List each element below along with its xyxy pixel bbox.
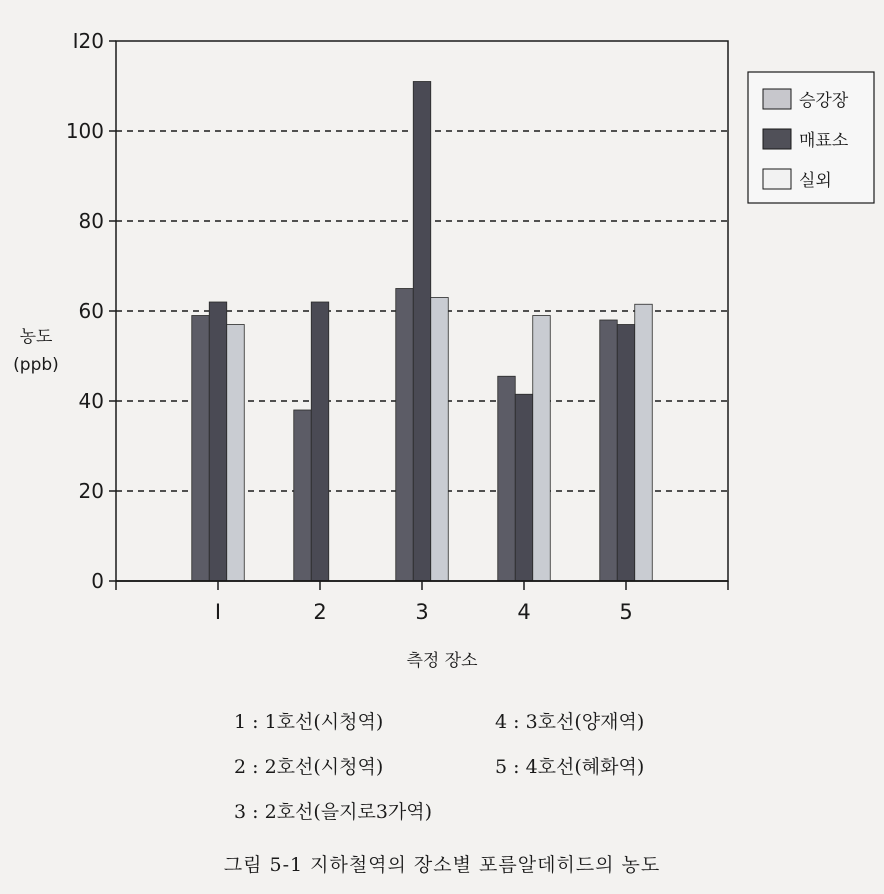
legend-label-2: 실외	[799, 171, 832, 191]
y-axis-title	[13, 327, 59, 375]
station-note-4: 4 : 3호선(양재역)	[495, 711, 645, 733]
legend-label-0: 승강장	[799, 91, 849, 111]
legend-swatch-1	[763, 129, 791, 149]
x-tick-label-1: I	[214, 600, 222, 624]
station-note-2: 2 : 2호선(시청역)	[234, 756, 384, 778]
legend-swatch-0	[763, 89, 791, 109]
x-axis-title: 측정 장소	[406, 651, 478, 671]
bar-cat1-series3	[227, 325, 245, 582]
bars	[192, 82, 653, 582]
figure-caption: 그림 5-1 지하철역의 장소별 포름알데히드의 농도	[223, 854, 661, 876]
bar-cat2-series1	[294, 410, 312, 581]
x-tick-label-2: 2	[313, 600, 327, 624]
bar-cat1-series2	[209, 302, 227, 581]
station-note-1: 1 : 1호선(시청역)	[234, 711, 384, 733]
bar-cat3-series2	[413, 82, 431, 582]
bar-cat3-series3	[431, 298, 449, 582]
y-tick-label-0: 0	[91, 569, 104, 593]
y-tick-label-120: I20	[72, 29, 104, 53]
bar-cat4-series3	[533, 316, 551, 582]
bar-cat5-series2	[617, 325, 635, 582]
x-tick-label-5: 5	[619, 600, 633, 624]
bar-cat2-series2	[311, 302, 329, 581]
y-axis-label-line2: (ppb)	[13, 355, 59, 375]
station-note-5: 5 : 4호선(혜화역)	[495, 756, 645, 778]
bar-cat1-series1	[192, 316, 210, 582]
station-note-3: 3 : 2호선(을지로3가역)	[234, 801, 433, 823]
y-tick-label-60: 60	[78, 299, 104, 323]
legend	[748, 72, 874, 203]
bar-cat4-series2	[515, 394, 533, 581]
legend-label-1: 매표소	[799, 131, 849, 151]
x-tick-label-4: 4	[517, 600, 531, 624]
y-tick-label-20: 20	[78, 479, 104, 503]
bar-cat4-series1	[498, 376, 516, 581]
bar-cat5-series3	[635, 304, 653, 581]
y-tick-label-40: 40	[78, 389, 104, 413]
bar-cat3-series1	[396, 289, 414, 582]
y-tick-label-100: 100	[65, 119, 104, 143]
y-tick-label-80: 80	[78, 209, 104, 233]
bar-cat5-series1	[600, 320, 618, 581]
y-axis-label-line1: 농도	[19, 327, 53, 347]
legend-swatch-2	[763, 169, 791, 189]
x-tick-label-3: 3	[415, 600, 429, 624]
